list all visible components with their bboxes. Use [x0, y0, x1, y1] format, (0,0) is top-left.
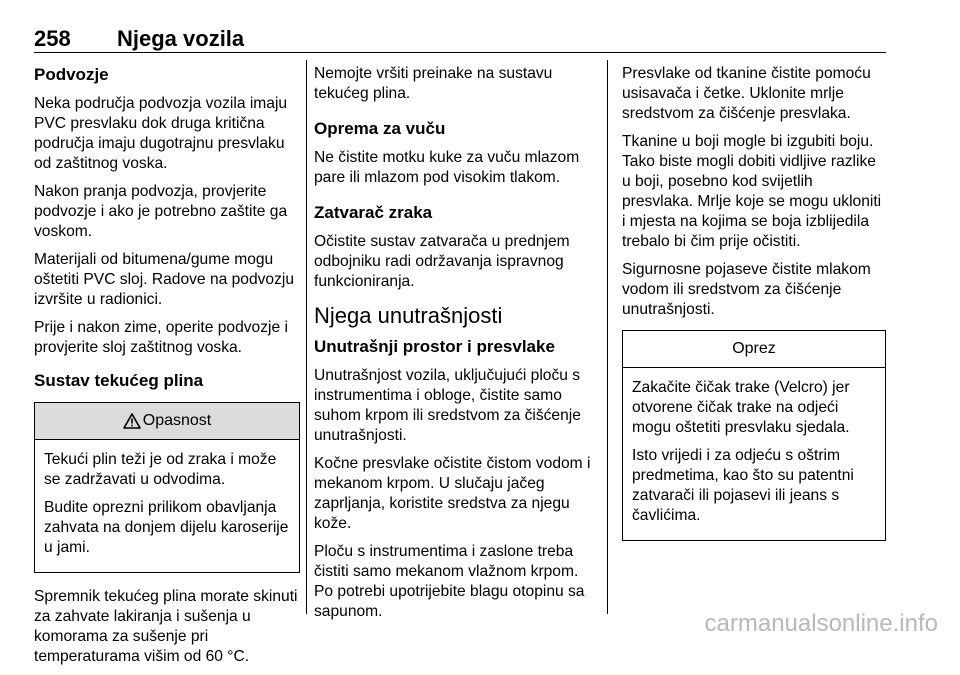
heading-zatvarac-zraka: Zatvarač zraka — [314, 203, 433, 222]
paragraph: Neka područja podvozja vozila imaju PVC presvlaku dok druga kritična područja imaju dugotrajnu presvlaku od zaštitnog voska. — [34, 95, 288, 172]
paragraph: Isto vrijedi i za odjeću s oštrim predmetima, kao što su patentni zatvarači ili pojasevi ili jeans s čavlićima. — [632, 447, 854, 524]
column-1 — [34, 64, 300, 675]
column-2 — [314, 64, 596, 630]
paragraph: Spremnik tekućeg plina morate skinuti za zahvate lakiranja i sušenja u komorama za sušenje pri temperaturama višim od 60 °C. — [34, 588, 298, 665]
paragraph: Unutrašnjost vozila, uključujući ploču s instrumentima i obloge, čistite samo suhom krpom ili sredstvom za čišćenje unutrašnjosti. — [314, 367, 581, 444]
warning-box-header — [35, 403, 299, 440]
caution-box-header — [623, 331, 885, 368]
paragraph: Tekući plin teži je od zraka i može se zadržavati u odvodima. — [44, 451, 277, 488]
page-number: 258 — [34, 26, 71, 51]
column-3 — [622, 64, 886, 551]
caution-body — [623, 368, 885, 540]
paragraph: Tkanine u boji mogle bi izgubiti boju. Tako biste mogli dobiti vidljive razlike u boji, posebno kod svijetlih presvlaka. Mrlje koje se mogu ukloniti i mjesta na kojima se boja izblijedila trebalo bi čim prije očistiti. — [622, 133, 882, 250]
paragraph: Budite oprezni prilikom obavljanja zahvata na donjem dijelu karoserije u jami. — [44, 499, 289, 556]
paragraph: Sigurnosne pojaseve čistite mlakom vodom ili sredstvom za čišćenje unutrašnjosti. — [622, 261, 871, 318]
paragraph: Zakačite čičak trake (Velcro) jer otvorene čičak trake na odjeći mogu oštetiti presvlaku sjedala. — [632, 379, 850, 436]
chapter-title: Njega vozila — [117, 26, 245, 51]
paragraph: Nemojte vršiti preinake na sustavu tekućeg plina. — [314, 65, 553, 102]
paragraph: Očistite sustav zatvarača u prednjem odbojniku radi održavanja ispravnog funkcioniranja. — [314, 233, 570, 290]
caution-title: Oprez — [732, 340, 776, 357]
warning-title: Opasnost — [142, 412, 212, 429]
paragraph: Nakon pranja podvozja, provjerite podvozje i ako je potrebno zaštite ga voskom. — [34, 183, 288, 240]
page-header — [34, 22, 886, 53]
heading-oprema-vuca: Oprema za vuču — [314, 119, 446, 138]
caution-box — [622, 330, 886, 541]
paragraph: Ne čistite motku kuke za vuču mlazom pare ili mlazom pod visokim tlakom. — [314, 149, 580, 186]
paragraph: Prije i nakon zime, operite podvozje i provjerite sloj zaštitnog voska. — [34, 319, 288, 356]
heading-sustav-plina: Sustav tekućeg plina — [34, 371, 204, 390]
paragraph: Materijali od bitumena/gume mogu oštetiti PVC sloj. Radove na podvozju izvršite u radionici. — [34, 251, 295, 308]
heading-unutarnji-prostor: Unutrašnji prostor i presvlake — [314, 337, 555, 356]
column-divider — [607, 60, 608, 614]
warning-body — [35, 440, 299, 572]
watermark: carmanualsonline.info — [704, 610, 938, 637]
heading-podvozje: Podvozje — [34, 65, 109, 84]
warning-triangle-icon — [123, 413, 141, 429]
paragraph: Kočne presvlake očistite čistom vodom i mekanom krpom. U slučaju jačeg zaprljanja, koristite sredstva za njegu kože. — [314, 455, 591, 532]
warning-box — [34, 402, 300, 573]
paragraph: Ploču s instrumentima i zaslone treba čistiti samo mekanom vlažnom krpom. Po potrebi upotrijebite blagu otopinu sa sapunom. — [314, 543, 585, 620]
paragraph: Presvlake od tkanine čistite pomoću usisavača i četke. Uklonite mrlje sredstvom za čišćenje presvlaka. — [622, 65, 871, 122]
column-divider — [306, 60, 307, 614]
heading-njega-unutrasnjosti: Njega unutrašnjosti — [314, 303, 503, 328]
